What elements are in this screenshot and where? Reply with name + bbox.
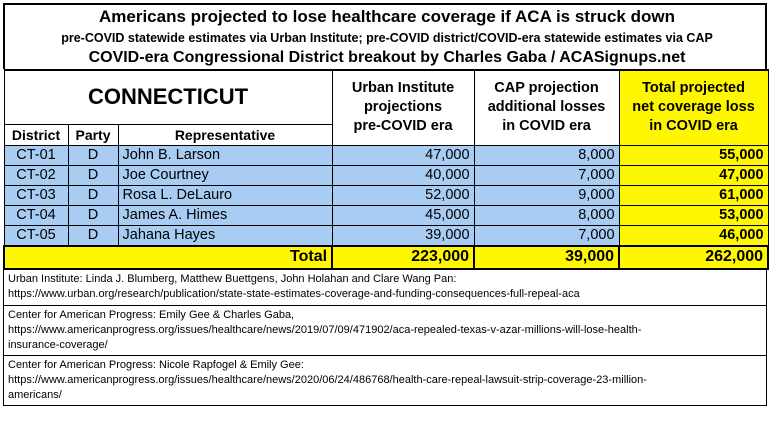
- cap-header: CAP projection additional losses in COVID era: [474, 70, 619, 145]
- title-block: [3, 3, 767, 69]
- cap-cell: 7,000: [474, 165, 619, 185]
- table-row: [4, 185, 768, 205]
- party-cell: D: [68, 145, 118, 165]
- byline: COVID-era Congressional District breakout by Charles Gaba / ACASignups.net: [88, 49, 686, 66]
- cap-cell: 9,000: [474, 185, 619, 205]
- total-cell: 53,000: [619, 205, 768, 225]
- totals-total: 262,000: [619, 246, 768, 269]
- cap-cell: 7,000: [474, 225, 619, 246]
- source-link[interactable]: https://www.americanprogress.org/issues/healthcare/news/2020/06/24/486768/health-care-repeal-lawsuit-strip-coverage-23-million-: [8, 373, 647, 386]
- source-note-cap-2019: Center for American Progress: Emily Gee & Charles Gaba, https://www.americanprogress.org/issues/healthcare/news/2019/07/09/471902/aca-repealed-texas-v-azar-millions-will-lose-health- insurance-coverage/: [3, 306, 767, 356]
- urban-header: Urban Institute projections pre-COVID era: [332, 70, 474, 145]
- party-cell: D: [68, 205, 118, 225]
- total-header: Total projected net coverage loss in COVID era: [619, 70, 768, 145]
- total-cell: 61,000: [619, 185, 768, 205]
- district-cell: CT-01: [4, 145, 68, 165]
- totals-cap: 39,000: [474, 246, 619, 269]
- main-title: Americans projected to lose healthcare coverage if ACA is struck down: [99, 7, 675, 26]
- source-link-cont[interactable]: americans/: [8, 388, 62, 401]
- source-link[interactable]: https://www.americanprogress.org/issues/healthcare/news/2019/07/09/471902/aca-repealed-texas-v-azar-millions-will-lose-health-: [8, 323, 642, 336]
- urban-cell: 40,000: [332, 165, 474, 185]
- state-name: CONNECTICUT: [4, 70, 332, 124]
- urban-cell: 39,000: [332, 225, 474, 246]
- table-row: [4, 225, 768, 246]
- district-cell: CT-05: [4, 225, 68, 246]
- district-cell: CT-02: [4, 165, 68, 185]
- cap-cell: 8,000: [474, 145, 619, 165]
- party-cell: D: [68, 165, 118, 185]
- total-cell: 46,000: [619, 225, 768, 246]
- totals-label: Total: [4, 246, 332, 269]
- total-cell: 47,000: [619, 165, 768, 185]
- source-link-cont[interactable]: insurance-coverage/: [8, 338, 108, 351]
- party-cell: D: [68, 225, 118, 246]
- spreadsheet: [3, 3, 767, 406]
- rep-cell: Rosa L. DeLauro: [118, 185, 332, 205]
- table-row: [4, 205, 768, 225]
- rep-cell: John B. Larson: [118, 145, 332, 165]
- total-cell: 55,000: [619, 145, 768, 165]
- source-note-urban: Urban Institute: Linda J. Blumberg, Matthew Buettgens, John Holahan and Clare Wang Pan: https://www.urban.org/research/publication/state-state-estimates-coverage-and-funding-consequences-full-repeal-aca: [3, 270, 767, 306]
- totals-urban: 223,000: [332, 246, 474, 269]
- urban-cell: 47,000: [332, 145, 474, 165]
- totals-row: [4, 246, 768, 269]
- cap-cell: 8,000: [474, 205, 619, 225]
- table-row: [4, 165, 768, 185]
- rep-cell: Jahana Hayes: [118, 225, 332, 246]
- rep-header: Representative: [118, 124, 332, 145]
- party-header: Party: [68, 124, 118, 145]
- sources: [3, 270, 767, 406]
- district-cell: CT-04: [4, 205, 68, 225]
- source-link[interactable]: https://www.urban.org/research/publication/state-state-estimates-coverage-and-funding-consequences-full-repeal-aca: [8, 287, 580, 300]
- urban-cell: 45,000: [332, 205, 474, 225]
- source-note-cap-2020: Center for American Progress: Nicole Rapfogel & Emily Gee: https://www.americanprogress.org/issues/healthcare/news/2020/06/24/486768/health-care-repeal-lawsuit-strip-coverage-23-million- americans/: [3, 356, 767, 406]
- urban-cell: 52,000: [332, 185, 474, 205]
- rep-cell: Joe Courtney: [118, 165, 332, 185]
- district-header: District: [4, 124, 68, 145]
- district-cell: CT-03: [4, 185, 68, 205]
- table-row: [4, 145, 768, 165]
- rep-cell: James A. Himes: [118, 205, 332, 225]
- data-table: [3, 69, 769, 270]
- party-cell: D: [68, 185, 118, 205]
- subtitle: pre-COVID statewide estimates via Urban Institute; pre-COVID district/COVID-era statewide estimates via CAP: [61, 31, 713, 45]
